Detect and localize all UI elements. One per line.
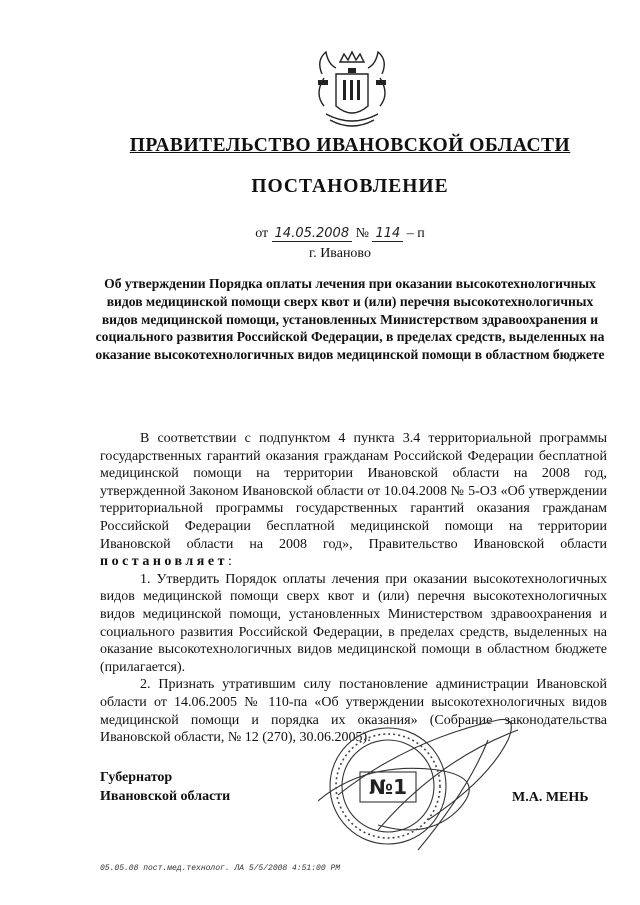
footer-metadata: 05.05.08 пост.мед.технолог. ЛА 5/5/2008 4:51:00 PM bbox=[100, 864, 341, 873]
date-number-line bbox=[190, 226, 490, 242]
seal-and-signature bbox=[318, 700, 608, 860]
city: г. Иваново bbox=[309, 246, 371, 261]
decree-word: постановляет bbox=[100, 554, 228, 570]
coat-of-arms-emblem bbox=[310, 44, 394, 132]
document-type-title: ПОСТАНОВЛЕНИЕ bbox=[251, 176, 449, 197]
number-prefix: № bbox=[355, 226, 369, 241]
signatory-title bbox=[100, 768, 230, 806]
number-suffix: – п bbox=[406, 226, 425, 241]
preamble-text: В соответствии с подпунктом 4 пункта 3.4 территориальной программы государственных гарантий оказания гражданам Российской Федерации бесплатной медицинской помощи на территории Ивановской области на 2008 год, утвержденной Законом Ивановской области от 10.04.2008 № 5-ОЗ «Об утверждении территориальной программы государственных гарантий оказания гражданам Российской Федерации бесплатной медицинской помощи на территории Ивановской области на 2008 год», Правительство Ивановской области bbox=[100, 431, 607, 552]
item-2: 2. Признать утратившим силу постановление администрации Ивановской области от 14.06.2005 № 110-па «Об утверждении высокотехнологичных видов медицинской помощи и порядка их оказания» (Собрание законодательства Ивановской области, № 12 (270), 30.06.2005). bbox=[100, 677, 607, 746]
item-1: 1. Утвердить Порядок оплаты лечения при оказании высокотехнологичных видов медицинской помощи сверх квот и (или) перечня высокотехнологичных видов медицинской помощи, установленных Министерством здравоохранения и социального развития Российской Федерации, в пределах средств, выделенных на оказание высокотехнологичных видов медицинской помощи в областном бюджете (прилагается). bbox=[100, 571, 607, 675]
preamble-paragraph: В соответствии с подпунктом 4 пункта 3.4 территориальной программы государственных гарантий оказания гражданам Российской Федерации бесплатной медицинской помощи на территории Ивановской области на 2008 год, утвержденной Законом Ивановской области от 10.04.2008 № 5-ОЗ «Об утверждении территориальной программы государственных гарантий оказания гражданам Российской Федерации бесплатной медицинской помощи на территории Ивановской области на 2008 год», Правительство Ивановской области постановляет: bbox=[100, 431, 607, 570]
document-date: 14.05.2008 bbox=[272, 226, 352, 242]
signatory-title-line-2: Ивановской области bbox=[100, 789, 231, 804]
document-number: 114 bbox=[372, 226, 403, 242]
signatory-name: М.А. МЕНЬ bbox=[512, 790, 589, 805]
signatory-title-line-1: Губернатор bbox=[100, 770, 173, 785]
date-prefix: от bbox=[255, 226, 269, 241]
document-subject: Об утверждении Порядка оплаты лечения при оказании высокотехнологичных видов медицинской помощи сверх квот и (или) перечня высокотехнологичных видов медицинской помощи, установленных Министерством здравоохранения и социального развития Российской Федерации, в пределах средств, выделенных на оказание высокотехнологичных видов медицинской помощи в областном бюджете bbox=[95, 276, 605, 363]
stamp-number: №1 bbox=[369, 775, 407, 799]
government-name: ПРАВИТЕЛЬСТВО ИВАНОВСКОЙ ОБЛАСТИ bbox=[129, 135, 571, 156]
